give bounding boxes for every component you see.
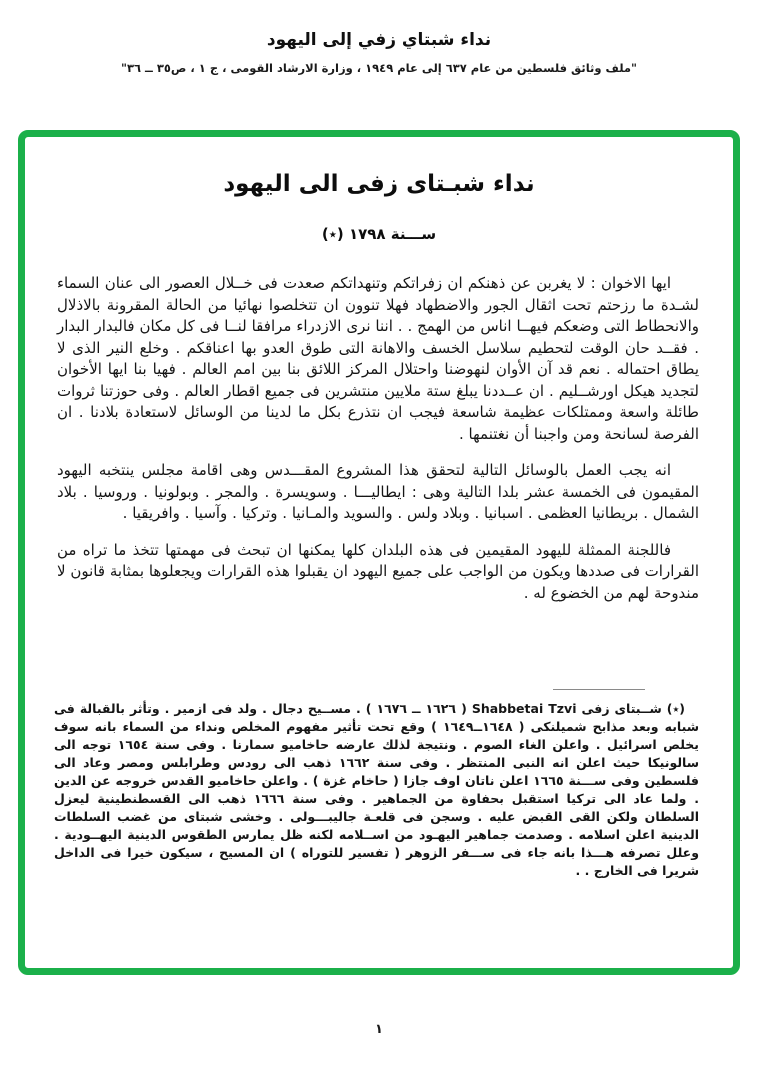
source-citation: "ملف وثائق فلسطين من عام ٦٣٧ إلى عام ١٩٤٩ ، وزارة الارشاد القومى ، ج ١ ، ص٣٥ ــ ٣٦" <box>120 61 638 75</box>
document-title: نداء شبـتاى زفى الى اليهود <box>223 171 535 197</box>
document-body <box>57 273 699 619</box>
body-paragraph-2: انه يجب العمل بالوسائل التالية لتحقق هذا المشروع المقـــدس وهى اقامة مجلس ينتخبه اليهود المقيمون فى الخمسة عشر بلدا التالية وهى : ايطاليـــا . وسويسرة . والمجر . وبولونيا . وروسيا . بلاد الشمال . بريطانيا العظمى . اسبانيا . وبلاد ولس . والسويد والمـانيا . وتركيا . وآسيا . وافريقيا . <box>57 461 699 522</box>
page-number: ١ <box>375 1022 383 1037</box>
page-title: نداء شبتاي زفي إلى اليهود <box>266 30 492 50</box>
document-frame <box>18 130 740 975</box>
document-year-line: ســـنة ١٧٩٨ (٭) <box>321 225 437 243</box>
footnote-text: (٭) شــبتاى زفى Shabbetai Tzvi ( ١٦٢٦ ــ ١٦٧٦ ) . مســيح دجال . ولد فى ازمير . وتأثر بالقبالة فى شبابه وبعد مذابح شميلنكى ( ١٦٤٨ــ١٦٤٩ ) وقع تحت تأثير مفهوم المخلص ونداء من السماء بانه سوف يخلص اسرائيل . واعلن الغاء الصوم . ونتيجة لذلك عارضه حاخاميو سمارنا . وفى سنة ١٦٥٤ توجه الى سالونيكا حيث اعلن انه النبى المنتظر . وفى سنة ١٦٦٢ ذهب الى رودس وطرابلس ومصر وعاد الى فلسطين وفى ســـنة ١٦٦٥ اعلن ناتان اوف جازا ( حاخام غزة ) . واعلن حاخاميو القدس خروجه عن الدين . ولما عاد الى تركيا استقبل بحفاوة من الجماهير . وفى سنة ١٦٦٦ ذهب الى القسطنطينية ليعزل السلطان ولكن القى القبض عليه . وسجن فى قلعـة جاليبـــولى . وخشى شبتاى من غضب السلطات الدينية اعلن اسلامه . وصدمت جماهير اليهـود من اســلامه لكنه ظل يمارس الطقوس الدينية اليهــودية . وعلل تصرفه هـــذا بانه جاء فى ســـفر الزوهر ( تفسير للتوراه ) ان المسيح ، سيكون خيرا فى الداخل شريرا فى الخارج . . <box>54 701 700 878</box>
body-paragraph-3: فاللجنة الممثلة لليهود المقيمين فى هذه البلدان كلها يمكنها ان تبحث فى مهمتها تتخذ ما تراه من القرارات فى صددها ويكون من الواجب على جميع اليهود ان يقبلوا هذه القرارات ويجعلوها بمثابة قانون لا مندوحة لهم من الخضوع له . <box>57 540 699 602</box>
body-paragraph-1: ايها الاخوان : لا يغربن عن ذهنكم ان زفراتكم وتنهداتكم صعدت فى خــلال العصور الى عنان السماء لشـدة ما رزحتم تحت اثقال الجور والاضطهاد فهلا تنوون ان تتخلصوا نهائيا من الحالة المقرونة بالاذلال والانحطاط التى وضعكم فيهــا اناس من الهمج . . اننا نرى الازدراء مرافقا لنــا فى كل مكان فالبدار البدار . فقــد حان الوقت لتحطيم سلاسل الخسف والاهانة التى طوق العدو بها اعناقكم . وخلع النير الذى لا يطاق احتماله . نعم قد آن الأوان لنهوضنا واحتلال المركز اللائق بنا بين امم العالم . فهيا بنا ايها الأخوان لتجديد هيكل اورشــليم . ان عــددنا يبلغ ستة ملايين منتشرين فى جميع اقطار العالم . وفى حوزتنا ثروات طائلة واسعة وممتلكات عظيمة شاسعة فيجب ان نتذرع بكل ما لدينا من الوسائل لاستعادة بلادنا . ان الفرصة لسانحة ومن واجبنا أن نغتنمها . <box>57 274 699 443</box>
footnote-separator <box>553 689 645 690</box>
